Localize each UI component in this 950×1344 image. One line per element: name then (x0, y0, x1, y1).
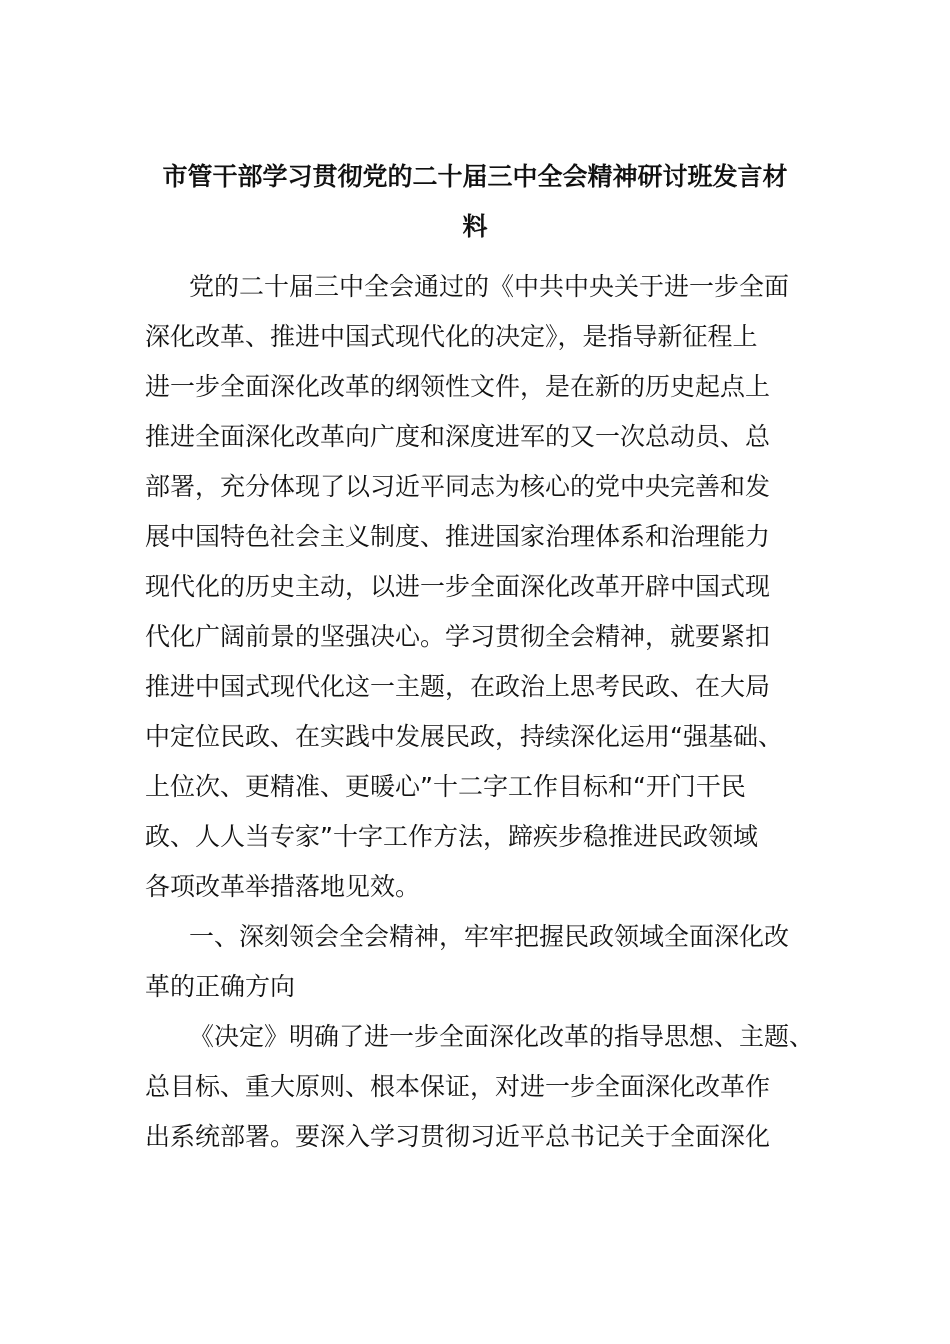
paragraph-line: 推进中国式现代化这一主题，在政治上思考民政、在大局 (145, 672, 771, 701)
paragraph-line: 总目标、重大原则、根本保证，对进一步全面深化改革作 (145, 1072, 771, 1101)
paragraph-line: 《决定》明确了进一步全面深化改革的指导思想、主题、 (189, 1022, 815, 1051)
section-heading-line: 革的正确方向 (145, 972, 296, 1001)
paragraph-line: 深化改革、推进中国式现代化的决定》，是指导新征程上 (145, 322, 758, 351)
paragraph-line: 推进全面深化改革向广度和深度进军的又一次总动员、总 (145, 422, 771, 451)
paragraph-line: 展中国特色社会主义制度、推进国家治理体系和治理能力 (145, 522, 771, 551)
title-line: 市管干部学习贯彻党的二十届三中全会精神研讨班发言材 (162, 162, 788, 191)
paragraph-line: 出系统部署。要深入学习贯彻习近平总书记关于全面深化 (145, 1122, 771, 1151)
paragraph-line: 现代化的历史主动，以进一步全面深化改革开辟中国式现 (145, 572, 771, 601)
document-body (145, 262, 825, 1162)
paragraph-line: 中定位民政、在实践中发展民政，持续深化运用“强基础、 (145, 722, 783, 751)
paragraph-line: 代化广阔前景的坚强决心。学习贯彻全会精神，就要紧扣 (145, 622, 771, 651)
title-line: 料 (462, 212, 488, 241)
paragraph-line: 部署，充分体现了以习近平同志为核心的党中央完善和发 (145, 472, 771, 501)
paragraph-line: 党的二十届三中全会通过的《中共中央关于进一步全面 (189, 272, 790, 301)
document-title (145, 152, 805, 252)
paragraph-line: 政、人人当专家”十字工作方法，蹄疾步稳推进民政领域 (145, 822, 758, 851)
paragraph-line: 各项改革举措落地见效。 (145, 872, 421, 901)
paragraph-line: 进一步全面深化改革的纲领性文件，是在新的历史起点上 (145, 372, 771, 401)
section-heading-line: 一、深刻领会全会精神，牢牢把握民政领域全面深化改 (189, 922, 790, 951)
paragraph-line: 上位次、更精准、更暖心”十二字工作目标和“开门干民 (145, 772, 746, 801)
